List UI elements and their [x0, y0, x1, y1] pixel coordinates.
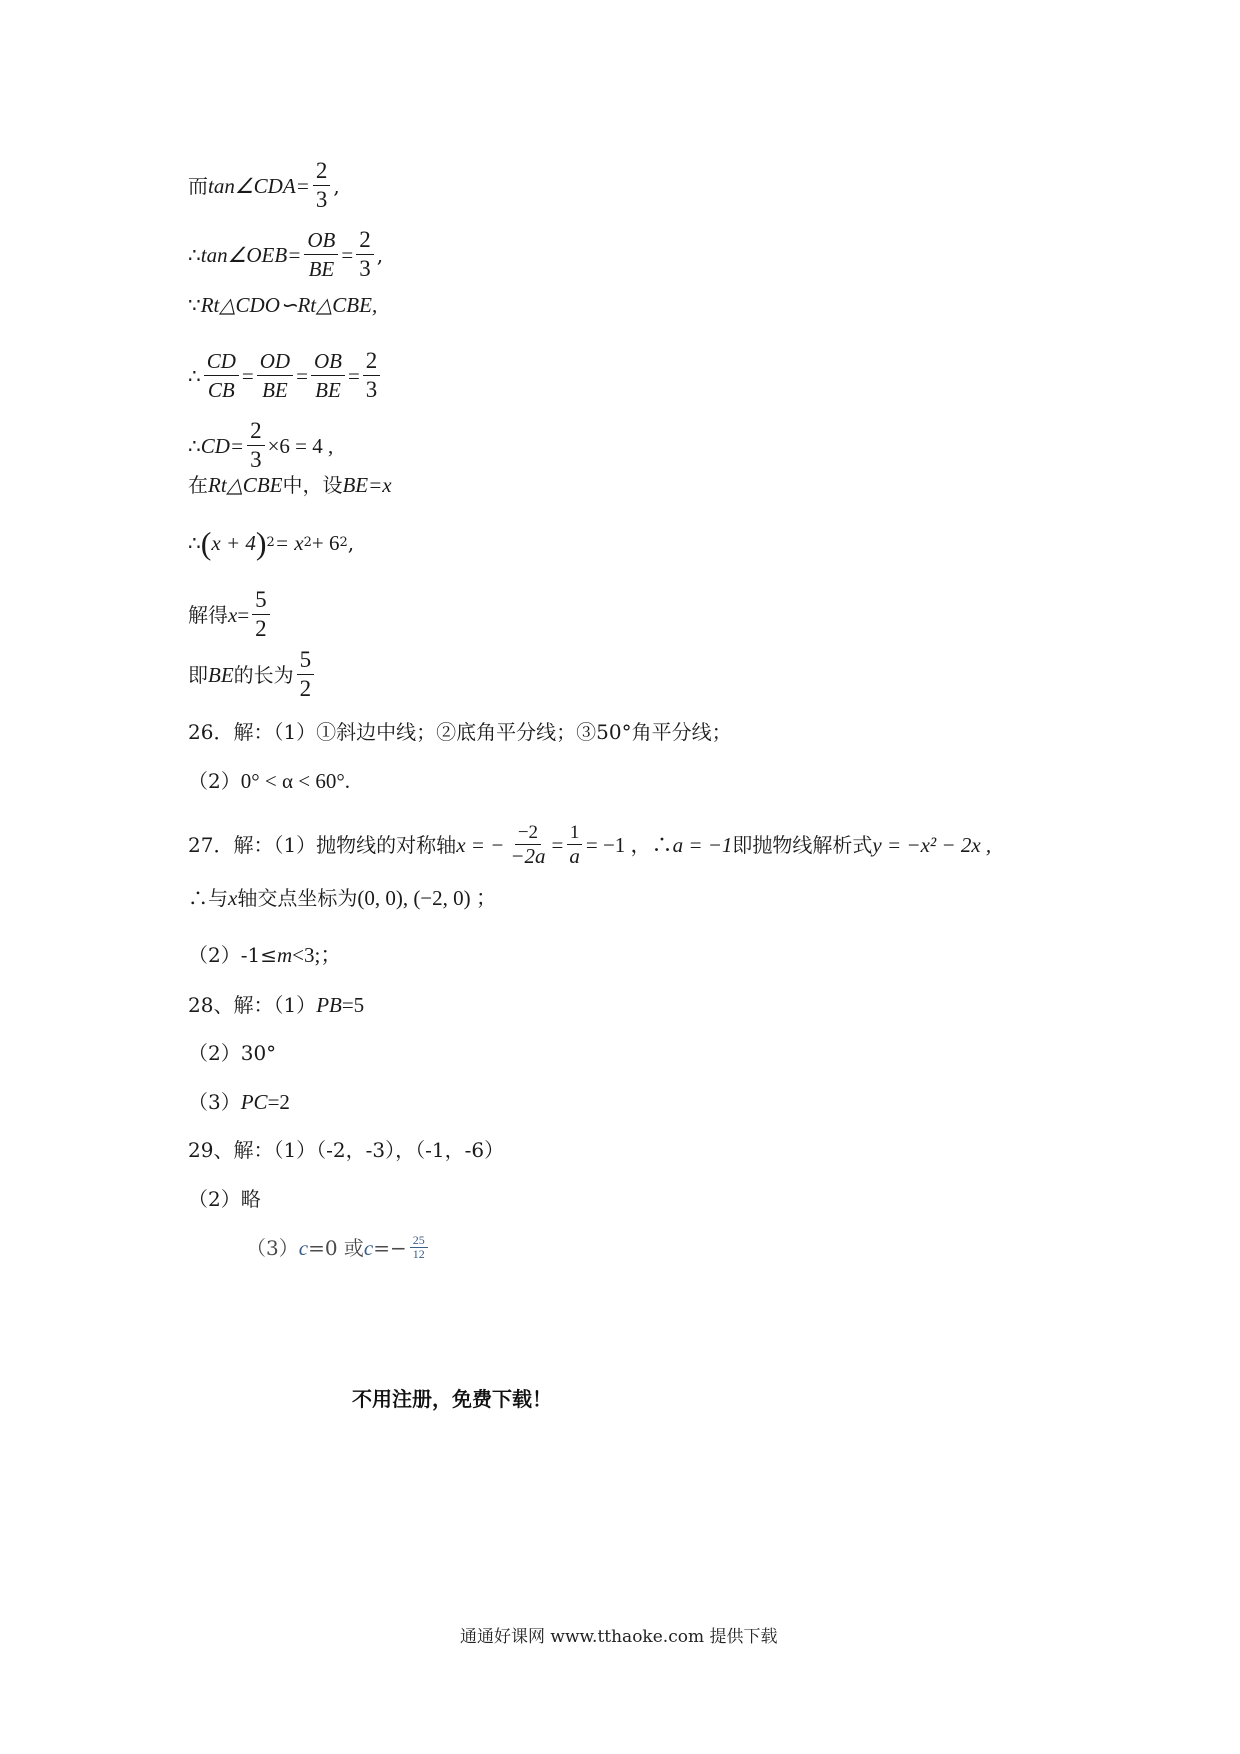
- math: =2: [267, 1090, 290, 1114]
- fraction: [566, 822, 583, 867]
- denominator: BE: [315, 378, 341, 402]
- denominator: 12: [412, 1247, 425, 1261]
- fraction: [252, 586, 270, 643]
- math: c: [363, 1235, 374, 1260]
- equals: =: [237, 602, 250, 627]
- line-ratios: [188, 347, 383, 404]
- denominator: 3: [365, 377, 378, 402]
- text: 在: [188, 473, 208, 497]
- therefore: ∴: [188, 363, 201, 388]
- exponent: 2: [266, 535, 275, 550]
- text: （2）-1≤: [188, 943, 277, 967]
- line-cd: [188, 417, 333, 474]
- text: （3）: [188, 1090, 241, 1114]
- exponent: 2: [303, 535, 312, 550]
- text: （2）30°: [188, 1041, 277, 1065]
- fraction: [311, 347, 345, 404]
- punct: ,: [333, 173, 340, 198]
- math: tan∠CDA=: [208, 173, 310, 198]
- fraction: [507, 822, 548, 867]
- line-be-length: [188, 646, 317, 703]
- therefore: ∴: [188, 531, 201, 555]
- numerator: 2: [363, 347, 381, 376]
- fraction: [297, 646, 315, 703]
- math: y = −x² − 2x ,: [872, 832, 992, 857]
- text: 即: [188, 662, 208, 687]
- paren: ): [255, 525, 267, 561]
- text: 中，设: [282, 473, 343, 497]
- denominator: CB: [207, 378, 235, 402]
- fraction: [363, 347, 381, 404]
- therefore: ∴: [188, 433, 201, 458]
- line-q28-3: [188, 1090, 290, 1114]
- math: = x: [274, 531, 304, 555]
- line-q29-2: [188, 1187, 261, 1211]
- denominator: BE: [262, 378, 288, 402]
- math: x: [228, 602, 238, 627]
- math: + 6: [311, 531, 340, 555]
- fraction: [356, 226, 374, 283]
- text: 而: [188, 173, 208, 198]
- math: 0° < α < 60°.: [240, 769, 350, 793]
- math: ×6 = 4 ,: [267, 433, 334, 458]
- therefore: ∴: [188, 242, 201, 267]
- text: 29、解：（1）（-2，-3），（-1，-6）: [188, 1138, 505, 1162]
- text: 的长为: [233, 662, 294, 687]
- text: =0 或: [308, 1235, 364, 1260]
- numerator: OD: [257, 347, 293, 376]
- line-q29-3: [246, 1234, 431, 1261]
- text: （2）: [188, 769, 241, 793]
- text: （2）略: [188, 1187, 261, 1211]
- numerator: 2: [356, 226, 374, 255]
- math: BE: [208, 662, 234, 687]
- line-q29: [188, 1138, 504, 1162]
- text: 解得: [188, 602, 228, 627]
- line-equation: [188, 527, 354, 559]
- denominator: 2: [299, 676, 312, 701]
- numerator: −2: [515, 822, 541, 845]
- math: =−: [373, 1235, 407, 1260]
- footer: 通通好课网 www.tthaoke.com 提供下载: [460, 1627, 778, 1647]
- denominator: a: [569, 844, 580, 868]
- math: a = −1: [672, 832, 733, 857]
- because: ∵: [188, 293, 201, 317]
- promo-text: 不用注册，免费下载！: [352, 1387, 552, 1411]
- line-q27-points: [188, 886, 497, 910]
- denominator: 2: [255, 616, 267, 641]
- math: c: [298, 1235, 309, 1260]
- math: CD=: [200, 433, 245, 458]
- equals: =: [551, 832, 564, 857]
- math: Rt△CBE: [208, 473, 283, 497]
- equals: =: [241, 363, 254, 388]
- line-tan-cda: [188, 157, 340, 214]
- equals: =: [347, 363, 360, 388]
- paren: (: [200, 525, 212, 561]
- line-q28-2: [188, 1041, 276, 1065]
- line-q28: [188, 993, 364, 1017]
- text: 26．解：（1）①斜边中线；②底角平分线；③50°角平分线；: [188, 720, 732, 744]
- fraction: [257, 347, 293, 404]
- line-solve: [188, 586, 273, 643]
- numerator: 25: [410, 1234, 428, 1248]
- numerator: OB: [304, 226, 338, 255]
- fraction: [304, 226, 338, 283]
- line-q27: [188, 822, 991, 867]
- fraction: [313, 157, 331, 214]
- text: 27．解：（1）抛物线的对称轴: [188, 832, 457, 857]
- denominator: 3: [359, 256, 371, 281]
- text: （3）: [246, 1235, 299, 1260]
- numerator: 1: [567, 822, 583, 845]
- math: PB: [316, 993, 342, 1017]
- line-q26-2: [188, 769, 350, 793]
- math: = −1 ，∴: [585, 832, 673, 857]
- math: x + 4: [211, 531, 256, 555]
- equals: =: [341, 242, 354, 267]
- denominator: 3: [250, 447, 262, 472]
- math: tan∠OEB=: [200, 242, 302, 267]
- numerator: 5: [252, 586, 270, 615]
- math: m: [276, 943, 293, 967]
- exponent: 2: [339, 535, 348, 550]
- math: x: [228, 886, 238, 910]
- math: =5: [341, 993, 365, 1017]
- numerator: 2: [247, 417, 265, 446]
- numerator: CD: [204, 347, 239, 376]
- numerator: 2: [313, 157, 331, 186]
- line-tan-oeb: [188, 226, 383, 283]
- line-set-be: [188, 473, 392, 497]
- math: BE=x: [342, 473, 392, 497]
- math: PC: [240, 1090, 268, 1114]
- math: Rt△CDO∽Rt△CBE,: [200, 293, 378, 317]
- line-similar: [188, 293, 377, 317]
- math: <3;；: [292, 943, 342, 967]
- denominator: 3: [315, 187, 328, 212]
- math: (0, 0), (−2, 0) ；: [357, 886, 497, 910]
- equals: =: [296, 363, 308, 388]
- denominator: BE: [308, 257, 335, 281]
- denominator: −2a: [510, 844, 546, 868]
- punct: ,: [376, 242, 384, 267]
- fraction: [247, 417, 265, 474]
- text: 轴交点坐标为: [237, 886, 358, 910]
- fraction: [204, 347, 239, 404]
- math: x = −: [456, 832, 505, 857]
- line-q27-2: [188, 943, 341, 967]
- line-q26: [188, 720, 732, 744]
- punct: ,: [347, 531, 355, 555]
- fraction: [410, 1234, 428, 1261]
- numerator: 5: [297, 646, 315, 675]
- text: 即抛物线解析式: [732, 832, 873, 857]
- text: 28、解：（1）: [188, 993, 317, 1017]
- text: ∴与: [188, 886, 228, 910]
- numerator: OB: [311, 347, 345, 376]
